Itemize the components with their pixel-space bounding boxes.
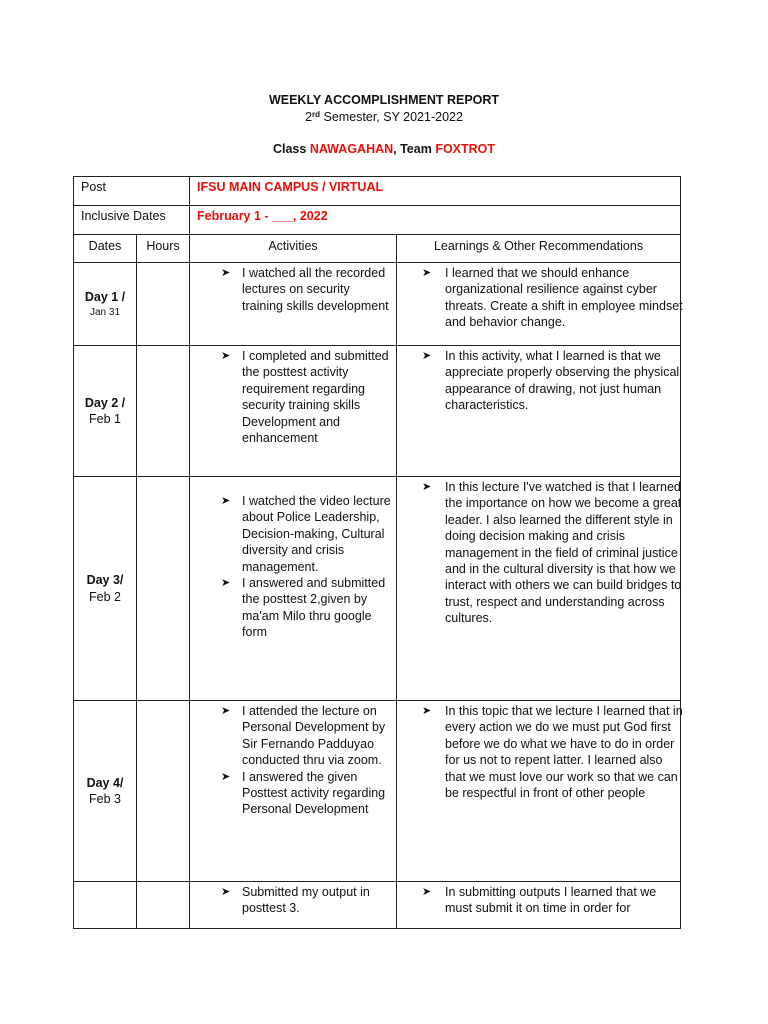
activity-item: [190, 769, 396, 818]
learning-item-text: In submitting outputs I learned that we must submit it on time in order for: [445, 885, 657, 916]
team-name: FOXTROT: [435, 142, 496, 156]
report-table: [73, 176, 681, 929]
learning-item-text: I learned that we should enhance organizational resilience against cyber threats. Create a shift in employee mindset and behavior change.: [445, 266, 683, 330]
inclusive-dates-value: February 1 - ___, 2022: [190, 206, 681, 235]
col-learnings: Learnings & Other Recommendations: [397, 235, 681, 263]
semester-suffix: rd: [312, 110, 321, 119]
class-prefix: Class: [272, 142, 310, 156]
hours-cell: [137, 882, 190, 929]
day-cell: [74, 882, 137, 929]
day-row: [74, 346, 681, 477]
activity-item-text: I watched the video lecture about Police Leadership, Decision-making, Cultural diversity and crisis management.: [242, 494, 391, 574]
semester-line: [0, 110, 768, 124]
semester-number: 2: [305, 110, 313, 124]
day-label: Day 4/: [86, 775, 124, 790]
col-dates: Dates: [74, 235, 137, 263]
hours-cell: [137, 477, 190, 701]
learning-item-text: In this topic that we lecture I learned that in every action we do we must put God first before we do what we have to do in order for us not to repent latter. I learned also that we must love our work so that we can be respectful in front of other people: [445, 704, 683, 801]
report-title: WEEKLY ACCOMPLISHMENT REPORT: [268, 93, 500, 107]
class-team-line: [0, 142, 768, 156]
day-row: [74, 263, 681, 346]
inclusive-dates-label: Inclusive Dates: [74, 206, 190, 235]
day-label: Day 1 /: [84, 290, 126, 305]
hours-cell: [137, 701, 190, 882]
arrow-bullet-icon: ➤: [422, 350, 432, 362]
arrow-bullet-icon: ➤: [422, 705, 432, 717]
post-value: IFSU MAIN CAMPUS / VIRTUAL: [190, 177, 681, 206]
semester-text: Semester, SY 2021-2022: [320, 110, 463, 124]
day-date: Feb 3: [89, 792, 121, 806]
team-prefix: , Team: [393, 142, 436, 156]
activities-cell: [190, 263, 397, 346]
activity-item-text: I completed and submitted the posttest activity requirement regarding security training skills Development and enhancement: [242, 349, 389, 446]
learnings-cell: [397, 263, 681, 346]
activity-item-text: Submitted my output in posttest 3.: [242, 885, 370, 916]
activities-cell: [190, 701, 397, 882]
activity-item-text: I answered and submitted the posttest 2,given by ma'am Milo thru google form: [242, 576, 386, 640]
day-row: [74, 882, 681, 929]
arrow-bullet-icon: ➤: [221, 886, 231, 898]
day-cell: [74, 263, 137, 346]
arrow-bullet-icon: ➤: [221, 495, 231, 507]
arrow-bullet-icon: ➤: [422, 267, 432, 279]
activity-item: [190, 703, 396, 769]
learning-item: [397, 348, 680, 414]
arrow-bullet-icon: ➤: [221, 705, 231, 717]
day-label: Day 3/: [86, 573, 124, 588]
learning-item: [397, 265, 683, 331]
activity-item: [190, 884, 396, 917]
col-activities: Activities: [190, 235, 397, 263]
arrow-bullet-icon: ➤: [221, 770, 231, 783]
learnings-cell: [397, 346, 681, 477]
arrow-bullet-icon: ➤: [422, 886, 432, 898]
class-name: NAWAGAHAN: [309, 142, 394, 156]
post-row: [74, 177, 681, 206]
activity-item-text: I answered the given Posttest activity regarding Personal Development: [242, 769, 386, 817]
arrow-bullet-icon: ➤: [221, 577, 231, 590]
activities-cell: [190, 882, 397, 929]
activity-item: [190, 493, 396, 575]
hours-cell: [137, 263, 190, 346]
arrow-bullet-icon: ➤: [221, 267, 231, 279]
learning-item: [397, 479, 680, 627]
arrow-bullet-icon: ➤: [221, 350, 231, 362]
day-label: Day 2 /: [84, 395, 126, 410]
learning-item: [397, 884, 680, 917]
hours-cell: [137, 346, 190, 477]
inclusive-dates-row: [74, 206, 681, 235]
activity-item: [190, 575, 396, 641]
learnings-cell: [397, 701, 681, 882]
post-label: Post: [74, 177, 190, 206]
learnings-cell: [397, 882, 681, 929]
day-row: [74, 477, 681, 701]
activities-cell: [190, 346, 397, 477]
activity-item-text: I watched all the recorded lectures on security training skills development: [242, 266, 389, 313]
col-hours: Hours: [137, 235, 190, 263]
activity-item: [190, 348, 396, 446]
day-cell: [74, 346, 137, 477]
learning-item-text: In this lecture I've watched is that I learned the importance on how we become a great leader. I also learned the different style in doing decision making and crisis management in the field of criminal justice and in the cultural diversity is that how we interact with others we can build bridges to trust, respect and understanding across cultures.: [445, 480, 682, 626]
learning-item-text: In this activity, what I learned is that we appreciate properly observing the physical appearance of drawing, not just human characteristics.: [445, 349, 680, 413]
activity-item-text: I attended the lecture on Personal Development by Sir Fernando Padduyao conducted thru via zoom.: [242, 704, 386, 768]
column-header-row: [74, 235, 681, 263]
learning-item: [397, 703, 683, 801]
learnings-cell: [397, 477, 681, 701]
day-row: [74, 701, 681, 882]
activities-cell: [190, 477, 397, 701]
activity-item: [190, 265, 396, 314]
day-date: Jan 31: [89, 306, 121, 318]
day-cell: [74, 477, 137, 701]
day-date: Feb 2: [89, 589, 121, 604]
day-cell: [74, 701, 137, 882]
day-date: Feb 1: [89, 412, 121, 426]
arrow-bullet-icon: ➤: [422, 481, 432, 493]
